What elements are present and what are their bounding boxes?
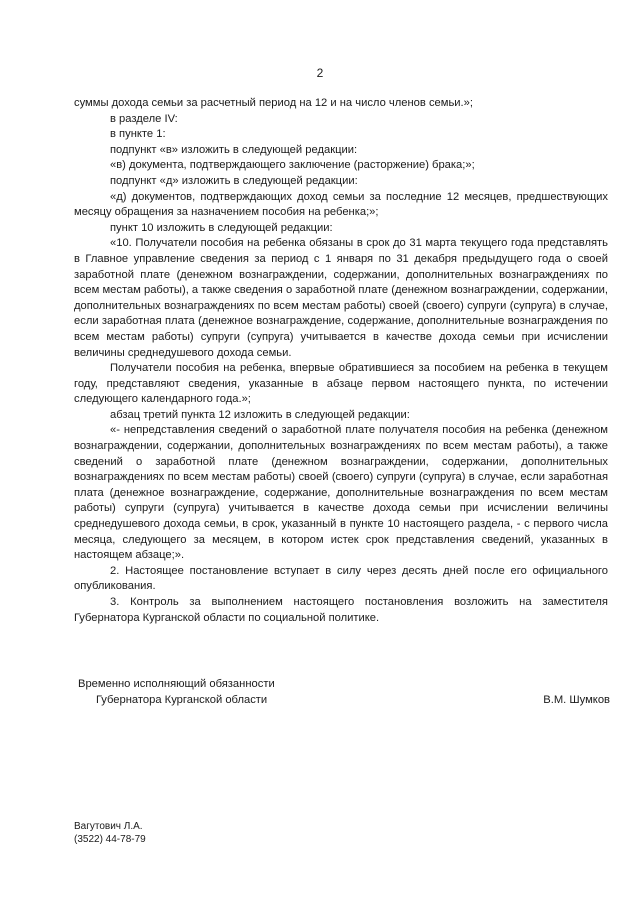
page-number: 2 <box>316 66 324 80</box>
paragraph: пункт 10 изложить в следующей редакции: <box>110 221 333 234</box>
executor-block <box>74 820 146 846</box>
paragraph: Получатели пособия на ребенка, впервые обратившиеся за пособием на ребенка в текущем году, представляют сведения, указанные в абзаце первом настоящего пункта, по истечении следующего календарного года.»; <box>74 362 608 406</box>
paragraph: «- непредставления сведений о заработной плате получателя пособия на ребенка (денежном вознаграждении, содержании, дополнительных вознаграждениях по всем местам работы), а также сведений о заработной плате (денежном вознаграждении, содержании, дополнительных вознаграждениях по всем местам работы) своей (своего) супруги (супруга) в случае, если заработная плата (денежное вознаграждение, содержание, дополнительные вознаграждения по всем местам работы) супруги (супруга) учитывается в качестве дохода семьи при исчислении величины среднедушевого дохода семьи, в срок, указанный в пункте 10 настоящего раздела, - с первого числа месяца, следующего за месяцем, в котором истек срок представления сведений, указанных в настоящем абзаце;». <box>74 424 608 562</box>
signatory-title-line: Временно исполняющий обязанности <box>78 678 275 690</box>
paragraph: 2. Настоящее постановление вступает в силу через десять дней после его официального опубликования. <box>74 564 608 593</box>
signatory-title-line: Губернатора Курганской области <box>96 694 268 706</box>
paragraph: «в) документа, подтверждающего заключение (расторжение) брака;»; <box>110 159 475 172</box>
signatory-name: В.М. Шумков <box>543 694 610 706</box>
paragraph: 3. Контроль за выполнением настоящего постановления возложить на заместителя Губернатора Курганской области по социальной политике. <box>74 596 608 624</box>
paragraph: в пункте 1: <box>110 128 166 141</box>
executor-phone: (3522) 44-78-79 <box>74 834 146 845</box>
paragraph: «10. Получатели пособия на ребенка обязаны в срок до 31 марта текущего года представлять в Главное управление сведения за период с 1 января по 31 декабря предыдущего года о своей заработной плате (денежном вознаграждении, содержании, дополнительных вознаграждениях по всем местам работы), а также сведения о заработной плате (денежном вознаграждении, содержании, дополнительных вознаграждениях по всем местам работы) своей (своего) супруги (супруга) в случае, если заработная плата (денежное вознаграждение, содержание, дополнительные вознаграждения по всем местам работы) супруги (супруга) учитывается в качестве дохода семьи при исчислении величины среднедушевого дохода семьи. <box>74 237 608 359</box>
paragraph: «д) документов, подтверждающих доход семьи за последние 12 месяцев, предшествующих месяцу обращения за назначением пособия на ребенка;»; <box>74 190 608 219</box>
executor-name: Вагутович Л.А. <box>74 821 143 832</box>
paragraph: в разделе IV: <box>110 112 178 125</box>
paragraph: подпункт «в» изложить в следующей редакции: <box>110 143 358 156</box>
document-body <box>74 96 608 626</box>
paragraph: подпункт «д» изложить в следующей редакции: <box>110 174 358 187</box>
signatory-title <box>78 676 275 708</box>
paragraph: абзац третий пункта 12 изложить в следующей редакции: <box>110 408 410 421</box>
paragraph: суммы дохода семьи за расчетный период на 12 и на число членов семьи.»; <box>74 97 473 109</box>
